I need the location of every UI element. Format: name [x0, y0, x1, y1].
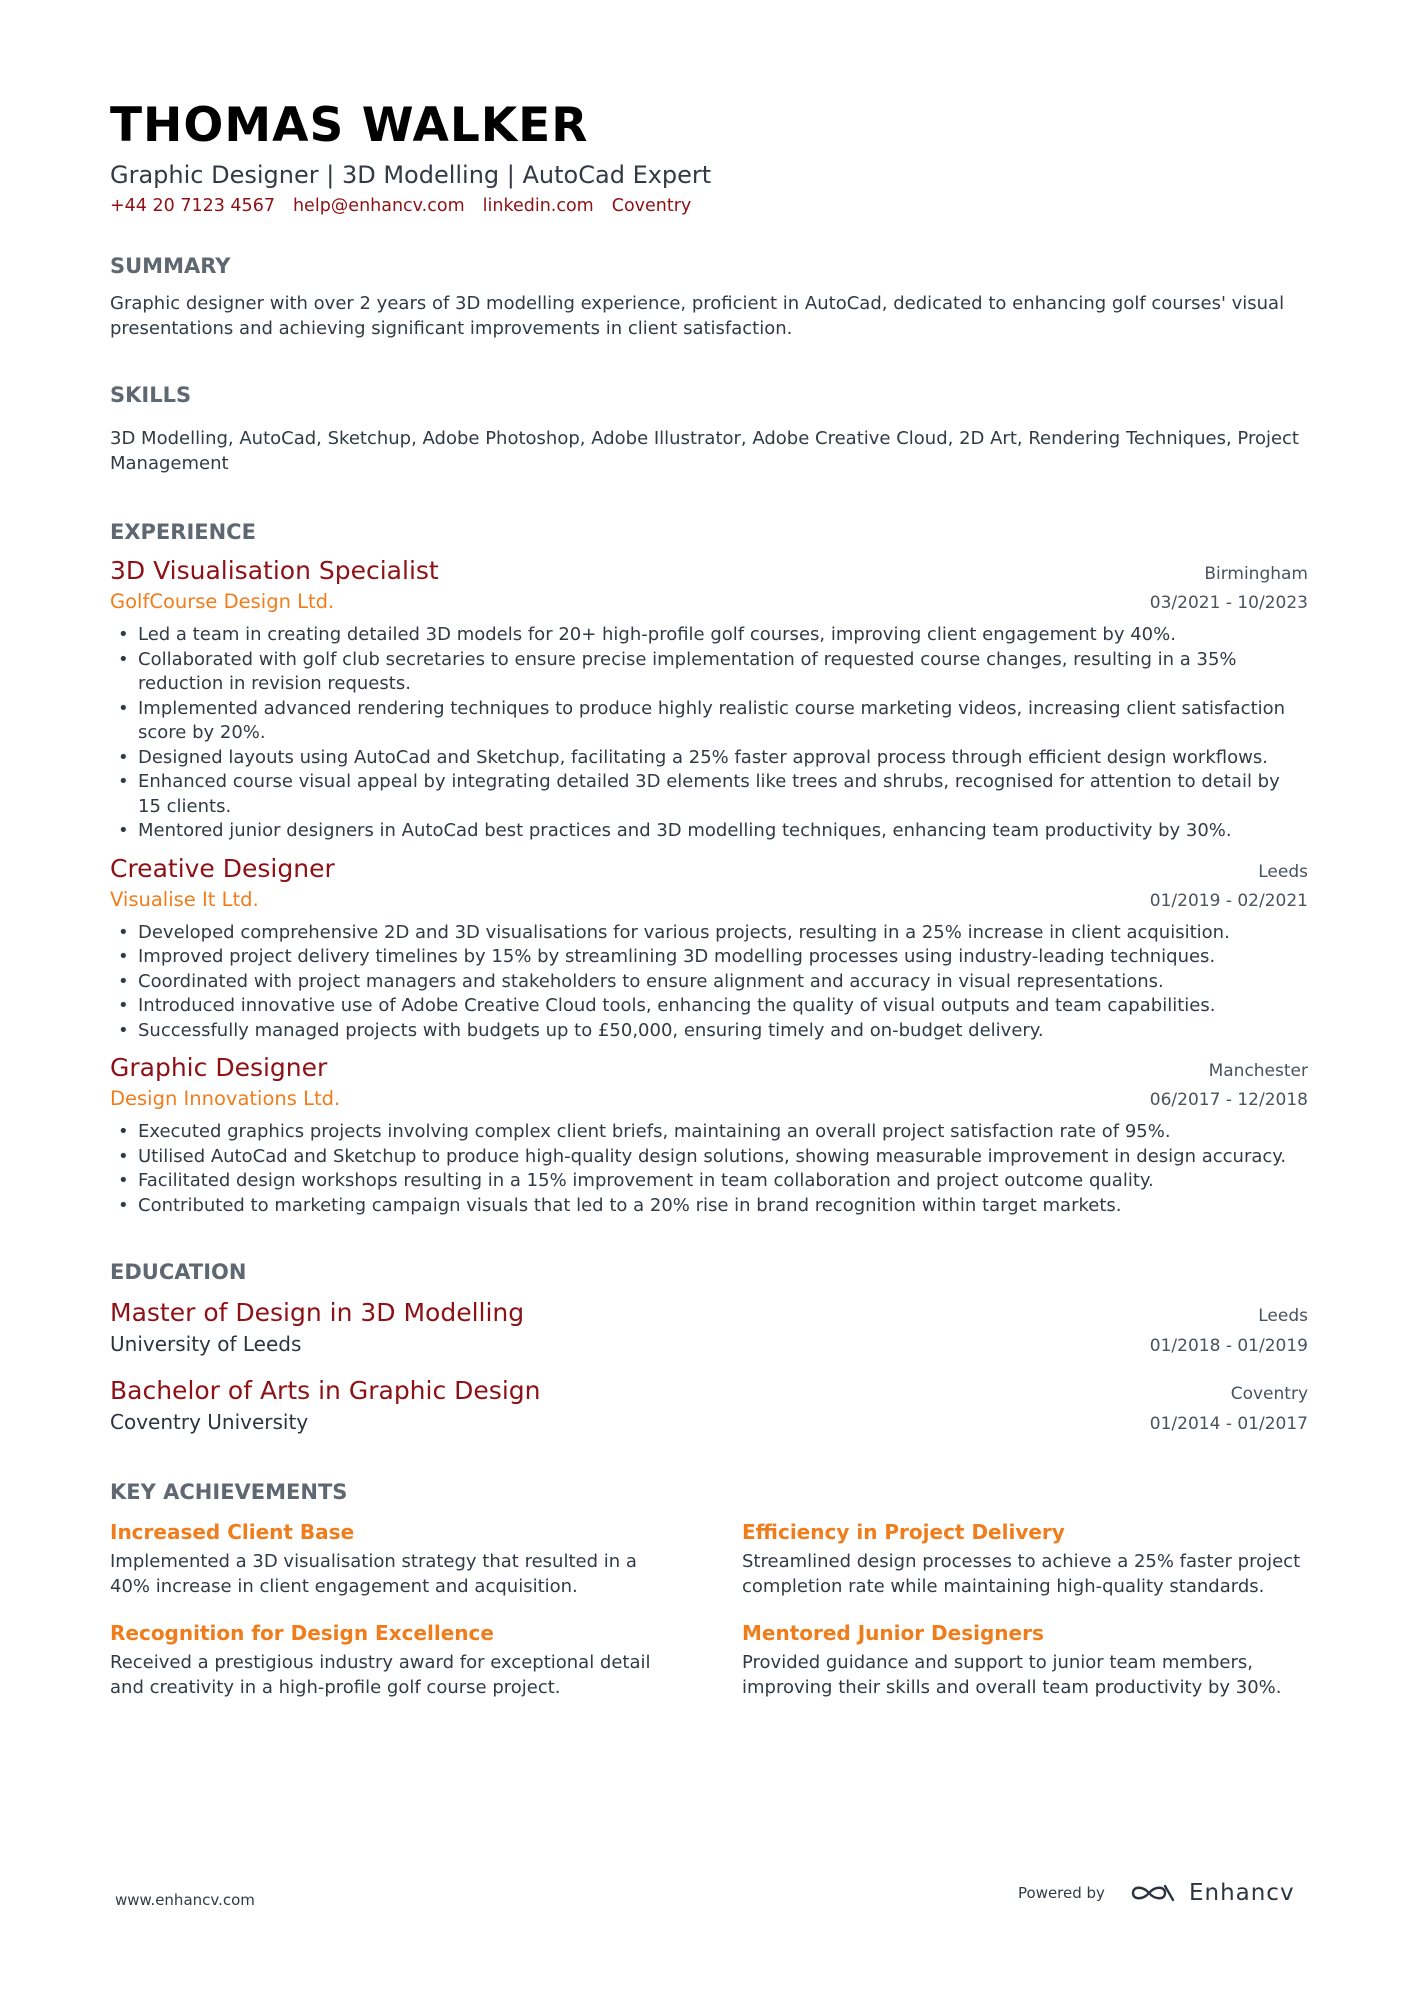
degree: Bachelor of Arts in Graphic Design — [110, 1376, 541, 1405]
job-bullets — [110, 921, 1308, 1044]
school: Coventry University — [110, 1410, 309, 1434]
enhancv-logo-icon — [1129, 1880, 1177, 1906]
bullet: • Mentored junior designers in AutoCad best practices and 3D modelling techniques, enhancing team productivity by 30%. — [110, 819, 1308, 844]
achievements-section — [110, 1478, 1308, 1700]
bullet: • Implemented advanced rendering techniques to produce highly realistic course marketing videos, increasing client satisfaction score by 20%. — [110, 697, 1308, 746]
section-title: SKILLS — [110, 383, 192, 407]
brand-name: Enhancv — [1188, 1880, 1295, 1906]
job-dates: 06/2017 - 12/2018 — [1149, 1090, 1308, 1110]
job-role: Creative Designer — [110, 853, 335, 883]
section-title: EXPERIENCE — [110, 520, 256, 544]
job-entry — [110, 854, 1308, 1044]
achievement-text: Provided guidance and support to junior team members, improving their skills and overall team productivity by 30%. — [742, 1652, 1282, 1698]
summary-section — [110, 252, 1308, 341]
education-entry — [110, 1376, 1308, 1438]
job-company: Design Innovations Ltd. — [110, 1087, 341, 1110]
achievement-title: Recognition for Design Excellence — [110, 1621, 494, 1645]
achievement-item — [742, 1619, 1308, 1700]
job-location: Manchester — [1208, 1061, 1308, 1081]
footer-branding — [1018, 1880, 1295, 1906]
achievements-grid — [110, 1518, 1308, 1700]
bullet: • Collaborated with golf club secretaries to ensure precise implementation of requested course changes, resulting in a 35% reduction in revision requests. — [110, 648, 1308, 697]
bullet: • Facilitated design workshops resulting in a 15% improvement in team collaboration and project outcome quality. — [110, 1169, 1308, 1194]
achievement-title: Efficiency in Project Delivery — [742, 1520, 1065, 1544]
resume-page — [110, 98, 1308, 1700]
job-role: Graphic Designer — [110, 1053, 328, 1082]
header — [110, 98, 1308, 218]
job-bullets — [110, 1120, 1308, 1218]
headline: Graphic Designer | 3D Modelling | AutoCad Expert — [110, 161, 712, 189]
footer-website[interactable]: www.enhancv.com — [115, 1891, 255, 1909]
location: Coventry — [611, 196, 692, 216]
bullet: • Introduced innovative use of Adobe Creative Cloud tools, enhancing the quality of visual outputs and team capabilities. — [110, 994, 1308, 1019]
bullet: • Developed comprehensive 2D and 3D visualisations for various projects, resulting in a 25% increase in client acquisition. — [110, 921, 1308, 946]
education-section — [110, 1258, 1308, 1438]
education-location: Coventry — [1230, 1384, 1308, 1404]
achievement-item — [742, 1518, 1308, 1599]
linkedin-link[interactable]: linkedin.com — [482, 196, 594, 216]
summary-text: Graphic designer with over 2 years of 3D modelling experience, proficient in AutoCad, dedicated to enhancing golf courses' visual presentations and achieving significant improvements in client satisfaction. — [110, 293, 1285, 339]
education-dates: 01/2018 - 01/2019 — [1149, 1336, 1308, 1356]
bullet: • Contributed to marketing campaign visuals that led to a 20% rise in brand recognition within target markets. — [110, 1194, 1308, 1219]
bullet: • Improved project delivery timelines by 15% by streamlining 3D modelling processes using industry-leading techniques. — [110, 945, 1308, 970]
bullet: • Coordinated with project managers and stakeholders to ensure alignment and accuracy in visual representations. — [110, 970, 1308, 995]
bullet: • Designed layouts using AutoCad and Sketchup, facilitating a 25% faster approval process through efficient design workflows. — [110, 746, 1308, 771]
job-location: Leeds — [1258, 861, 1308, 882]
job-entry — [110, 556, 1308, 844]
job-dates: 01/2019 - 02/2021 — [1149, 890, 1308, 911]
section-title: EDUCATION — [110, 1260, 247, 1284]
degree: Master of Design in 3D Modelling — [110, 1298, 525, 1327]
job-role: 3D Visualisation Specialist — [110, 556, 439, 585]
school: University of Leeds — [110, 1332, 302, 1356]
skills-section — [110, 381, 1308, 476]
job-entry — [110, 1053, 1308, 1218]
achievement-text: Implemented a 3D visualisation strategy that resulted in a 40% increase in client engagement and acquisition. — [110, 1551, 637, 1597]
bullet: • Enhanced course visual appeal by integrating detailed 3D elements like trees and shrubs, recognised for attention to detail by 15 clients. — [110, 770, 1308, 819]
phone[interactable]: +44 20 7123 4567 — [110, 196, 275, 216]
section-title: KEY ACHIEVEMENTS — [110, 1480, 348, 1504]
job-bullets — [110, 623, 1308, 844]
achievement-title: Increased Client Base — [110, 1520, 355, 1544]
achievement-item — [110, 1518, 676, 1599]
section-title: SUMMARY — [110, 254, 231, 278]
achievement-item — [110, 1619, 676, 1700]
education-entry — [110, 1298, 1308, 1360]
candidate-name: THOMAS WALKER — [110, 98, 589, 153]
education-location: Leeds — [1258, 1306, 1308, 1326]
experience-section — [110, 518, 1308, 1218]
achievement-text: Streamlined design processes to achieve a 25% faster project completion rate while maintaining high-quality standards. — [742, 1551, 1301, 1597]
job-location: Birmingham — [1204, 564, 1308, 584]
job-company: GolfCourse Design Ltd. — [110, 590, 335, 613]
brand-logo[interactable] — [1129, 1880, 1295, 1906]
education-dates: 01/2014 - 01/2017 — [1149, 1414, 1308, 1434]
bullet: • Executed graphics projects involving complex client briefs, maintaining an overall project satisfaction rate of 95%. — [110, 1120, 1308, 1145]
bullet: • Utilised AutoCad and Sketchup to produce high-quality design solutions, showing measurable improvement in design accuracy. — [110, 1145, 1308, 1170]
powered-by-label: Powered by — [1018, 1884, 1105, 1902]
bullet: • Led a team in creating detailed 3D models for 20+ high-profile golf courses, improving client engagement by 40%. — [110, 623, 1308, 648]
bullet: • Successfully managed projects with budgets up to £50,000, ensuring timely and on-budget delivery. — [110, 1019, 1308, 1044]
job-dates: 03/2021 - 10/2023 — [1149, 593, 1308, 613]
job-company: Visualise It Ltd. — [110, 887, 259, 911]
contact-info — [110, 194, 1308, 218]
email[interactable]: help@enhancv.com — [292, 196, 465, 216]
skills-text: 3D Modelling, AutoCad, Sketchup, Adobe Photoshop, Adobe Illustrator, Adobe Creative Cloud, 2D Art, Rendering Techniques, Project Management — [110, 428, 1299, 474]
achievement-text: Received a prestigious industry award for exceptional detail and creativity in a high-profile golf course project. — [110, 1652, 651, 1698]
achievement-title: Mentored Junior Designers — [742, 1621, 1044, 1645]
